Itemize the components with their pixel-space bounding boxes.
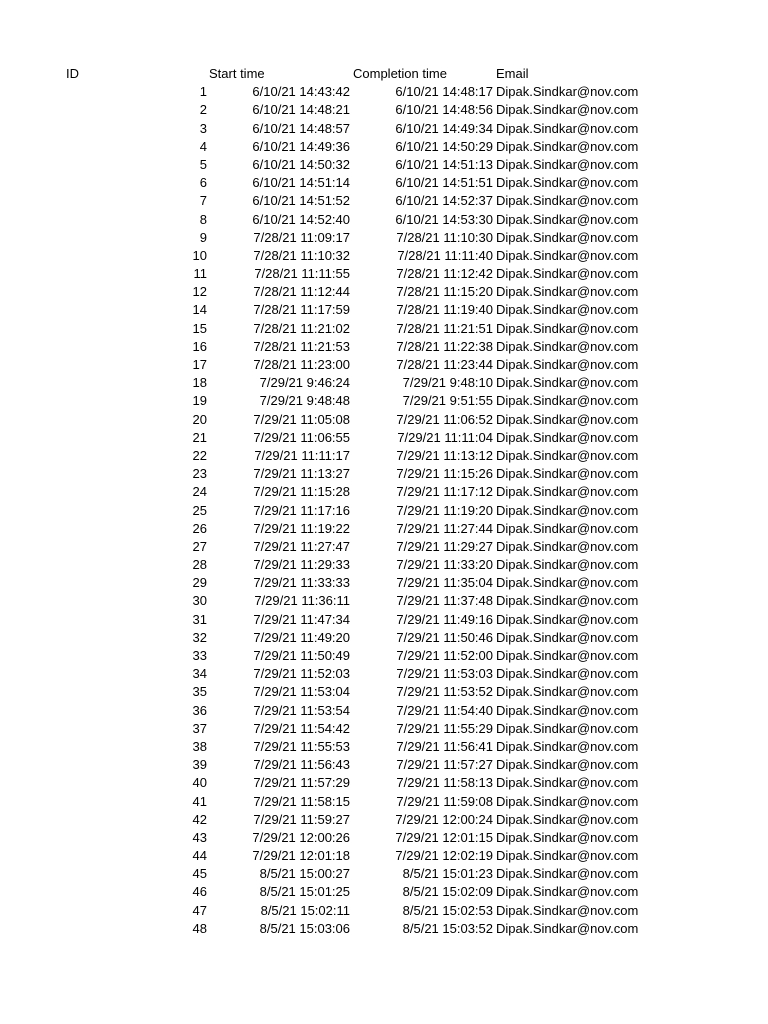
start-time-cell: 7/29/21 11:13:27 [253, 466, 350, 482]
table-row [0, 502, 768, 520]
start-time-cell: 7/28/21 11:21:53 [253, 338, 350, 354]
id-cell: 45 [192, 866, 207, 882]
table-row [0, 829, 768, 847]
completion-time-cell: 7/29/21 11:29:27 [396, 538, 493, 554]
completion-time-cell: 7/29/21 12:01:15 [395, 829, 493, 845]
start-time-cell: 6/10/21 14:48:57 [252, 120, 350, 136]
completion-time-cell: 7/29/21 11:57:27 [396, 757, 493, 773]
email-cell: Dipak.Sindkar@nov.com [496, 138, 639, 154]
completion-time-cell: 7/29/21 11:33:20 [396, 557, 493, 573]
email-cell: Dipak.Sindkar@nov.com [496, 884, 639, 900]
completion-time-cell: 7/28/21 11:12:42 [396, 266, 493, 282]
id-cell: 24 [192, 484, 207, 500]
table-row [0, 211, 768, 229]
completion-time-cell: 8/5/21 15:01:23 [402, 866, 493, 882]
table-row [0, 156, 768, 174]
id-cell: 20 [192, 411, 207, 427]
start-time-cell: 7/29/21 11:52:03 [253, 666, 350, 682]
start-time-cell: 8/5/21 15:00:27 [259, 866, 350, 882]
start-time-cell: 6/10/21 14:52:40 [252, 211, 350, 227]
table-row [0, 920, 768, 938]
email-cell: Dipak.Sindkar@nov.com [496, 175, 639, 191]
table-row [0, 465, 768, 483]
id-cell: 38 [192, 738, 207, 754]
table-row [0, 793, 768, 811]
start-time-cell: 8/5/21 15:01:25 [259, 884, 350, 900]
start-time-cell: 8/5/21 15:02:11 [260, 902, 350, 918]
table-row [0, 883, 768, 901]
id-cell: 33 [192, 648, 207, 663]
email-cell: Dipak.Sindkar@nov.com [496, 738, 639, 754]
table-row [0, 483, 768, 501]
id-cell: 32 [192, 629, 207, 645]
id-cell: 36 [192, 702, 207, 718]
start-time-cell: 7/29/21 11:59:27 [253, 811, 350, 827]
header-start-time: Start time [209, 66, 265, 81]
completion-time-cell: 7/29/21 11:50:46 [396, 629, 493, 645]
completion-time-cell: 7/29/21 11:59:08 [396, 793, 493, 809]
completion-time-cell: 7/29/21 11:15:26 [396, 466, 493, 482]
table-row [0, 338, 768, 356]
email-cell: Dipak.Sindkar@nov.com [496, 629, 639, 645]
table-row [0, 283, 768, 301]
start-time-cell: 7/29/21 12:01:18 [252, 848, 350, 864]
table-row [0, 247, 768, 265]
start-time-cell: 7/28/21 11:23:00 [253, 357, 350, 372]
id-cell: 1 [199, 84, 207, 100]
id-cell: 6 [199, 175, 207, 191]
email-cell: Dipak.Sindkar@nov.com [496, 266, 639, 282]
table-row [0, 320, 768, 338]
start-time-cell: 7/29/21 11:53:04 [253, 684, 350, 700]
id-cell: 40 [192, 775, 207, 791]
table-row [0, 865, 768, 883]
email-cell: Dipak.Sindkar@nov.com [496, 557, 639, 573]
email-cell: Dipak.Sindkar@nov.com [496, 920, 639, 936]
completion-time-cell: 7/28/21 11:23:44 [396, 357, 493, 372]
table-row [0, 720, 768, 738]
start-time-cell: 7/29/21 9:48:48 [259, 393, 350, 409]
start-time-cell: 7/29/21 11:55:53 [253, 738, 350, 754]
start-time-cell: 7/29/21 11:11:17 [254, 447, 350, 463]
completion-time-cell: 7/29/21 11:19:20 [396, 502, 493, 518]
table-row [0, 229, 768, 247]
email-cell: Dipak.Sindkar@nov.com [496, 902, 639, 918]
id-cell: 22 [192, 447, 207, 463]
email-cell: Dipak.Sindkar@nov.com [496, 811, 639, 827]
completion-time-cell: 8/5/21 15:02:53 [402, 902, 493, 918]
email-cell: Dipak.Sindkar@nov.com [496, 447, 639, 463]
id-cell: 35 [192, 684, 207, 700]
completion-time-cell: 7/29/21 11:06:52 [396, 411, 493, 427]
completion-time-cell: 7/29/21 11:37:48 [396, 593, 493, 609]
completion-time-cell: 7/29/21 11:49:16 [396, 611, 493, 627]
completion-time-cell: 7/29/21 12:00:24 [395, 811, 493, 827]
start-time-cell: 7/28/21 11:10:32 [253, 247, 350, 263]
start-time-cell: 7/29/21 11:15:28 [253, 484, 350, 500]
completion-time-cell: 8/5/21 15:03:52 [402, 920, 493, 936]
table-row [0, 120, 768, 138]
id-cell: 25 [192, 502, 207, 518]
completion-time-cell: 7/29/21 11:53:52 [396, 684, 493, 700]
completion-time-cell: 7/29/21 9:48:10 [402, 375, 493, 391]
completion-time-cell: 7/29/21 11:35:04 [396, 575, 493, 591]
id-cell: 47 [192, 902, 207, 918]
table-row [0, 101, 768, 119]
start-time-cell: 7/29/21 11:27:47 [253, 538, 350, 554]
email-cell: Dipak.Sindkar@nov.com [496, 793, 639, 809]
start-time-cell: 7/29/21 11:36:11 [254, 593, 350, 609]
email-cell: Dipak.Sindkar@nov.com [496, 866, 639, 882]
data-table [0, 65, 768, 938]
completion-time-cell: 7/28/21 11:21:51 [396, 320, 493, 336]
completion-time-cell: 7/29/21 9:51:55 [402, 393, 493, 409]
completion-time-cell: 6/10/21 14:50:29 [395, 138, 493, 154]
start-time-cell: 7/28/21 11:12:44 [253, 284, 350, 300]
table-row [0, 411, 768, 429]
completion-time-cell: 7/28/21 11:10:30 [396, 229, 493, 245]
completion-time-cell: 7/29/21 11:11:04 [397, 429, 493, 445]
completion-time-cell: 7/29/21 11:58:13 [396, 775, 493, 791]
start-time-cell: 7/29/21 11:54:42 [253, 720, 350, 736]
email-cell: Dipak.Sindkar@nov.com [496, 393, 639, 409]
start-time-cell: 6/10/21 14:48:21 [252, 102, 350, 118]
email-cell: Dipak.Sindkar@nov.com [496, 684, 639, 700]
start-time-cell: 6/10/21 14:51:52 [252, 193, 350, 209]
id-cell: 21 [192, 429, 207, 445]
table-row [0, 902, 768, 920]
completion-time-cell: 6/10/21 14:49:34 [395, 120, 493, 136]
id-cell: 30 [192, 593, 207, 609]
start-time-cell: 6/10/21 14:50:32 [252, 156, 350, 172]
email-cell: Dipak.Sindkar@nov.com [496, 502, 639, 518]
completion-time-cell: 6/10/21 14:48:56 [395, 102, 493, 118]
completion-time-cell: 7/29/21 11:55:29 [396, 720, 493, 736]
email-cell: Dipak.Sindkar@nov.com [496, 84, 639, 100]
header-email: Email [496, 66, 529, 81]
table-row [0, 538, 768, 556]
start-time-cell: 7/28/21 11:11:55 [254, 266, 350, 282]
table-row [0, 265, 768, 283]
completion-time-cell: 7/29/21 11:17:12 [396, 484, 493, 500]
completion-time-cell: 7/29/21 11:54:40 [396, 702, 493, 718]
email-cell: Dipak.Sindkar@nov.com [496, 593, 639, 609]
id-cell: 3 [199, 120, 207, 136]
id-cell: 11 [193, 266, 207, 282]
id-cell: 27 [192, 538, 207, 554]
completion-time-cell: 7/28/21 11:15:20 [396, 284, 493, 300]
id-cell: 37 [192, 720, 207, 736]
email-cell: Dipak.Sindkar@nov.com [496, 156, 639, 172]
table-row [0, 520, 768, 538]
start-time-cell: 7/29/21 11:58:15 [253, 793, 350, 809]
start-time-cell: 7/28/21 11:17:59 [253, 302, 350, 318]
start-time-cell: 7/29/21 11:57:29 [253, 775, 350, 791]
id-cell: 43 [192, 829, 207, 845]
id-cell: 46 [192, 884, 207, 900]
table-row [0, 738, 768, 756]
id-cell: 15 [192, 320, 207, 336]
id-cell: 19 [192, 393, 207, 409]
email-cell: Dipak.Sindkar@nov.com [496, 466, 639, 482]
table-row [0, 647, 768, 665]
table-row [0, 811, 768, 829]
id-cell: 16 [192, 338, 207, 354]
table-row [0, 683, 768, 701]
email-cell: Dipak.Sindkar@nov.com [496, 829, 639, 845]
email-cell: Dipak.Sindkar@nov.com [496, 666, 639, 682]
email-cell: Dipak.Sindkar@nov.com [496, 357, 639, 372]
id-cell: 4 [199, 138, 207, 154]
email-cell: Dipak.Sindkar@nov.com [496, 375, 639, 391]
table-row [0, 374, 768, 392]
start-time-cell: 7/29/21 11:49:20 [253, 629, 350, 645]
email-cell: Dipak.Sindkar@nov.com [496, 757, 639, 773]
email-cell: Dipak.Sindkar@nov.com [496, 247, 639, 263]
email-cell: Dipak.Sindkar@nov.com [496, 575, 639, 591]
email-cell: Dipak.Sindkar@nov.com [496, 538, 639, 554]
email-cell: Dipak.Sindkar@nov.com [496, 320, 639, 336]
completion-time-cell: 7/29/21 11:13:12 [396, 447, 493, 463]
completion-time-cell: 7/29/21 11:27:44 [396, 520, 493, 536]
email-cell: Dipak.Sindkar@nov.com [496, 338, 639, 354]
completion-time-cell: 6/10/21 14:48:17 [395, 84, 493, 100]
table-row [0, 356, 768, 374]
start-time-cell: 7/29/21 11:19:22 [253, 520, 350, 536]
completion-time-cell: 6/10/21 14:51:13 [395, 156, 493, 172]
start-time-cell: 6/10/21 14:43:42 [252, 84, 350, 100]
header-completion-time: Completion time [353, 66, 447, 81]
id-cell: 31 [192, 611, 207, 627]
id-cell: 23 [192, 466, 207, 482]
table-row [0, 756, 768, 774]
start-time-cell: 7/28/21 11:21:02 [253, 320, 350, 336]
start-time-cell: 7/29/21 12:00:26 [252, 829, 350, 845]
completion-time-cell: 6/10/21 14:51:51 [395, 175, 493, 191]
start-time-cell: 7/29/21 11:29:33 [253, 557, 350, 573]
table-row [0, 429, 768, 447]
email-cell: Dipak.Sindkar@nov.com [496, 411, 639, 427]
id-cell: 7 [199, 193, 207, 209]
completion-time-cell: 7/28/21 11:11:40 [397, 247, 493, 263]
email-cell: Dipak.Sindkar@nov.com [496, 648, 639, 663]
email-cell: Dipak.Sindkar@nov.com [496, 484, 639, 500]
email-cell: Dipak.Sindkar@nov.com [496, 429, 639, 445]
id-cell: 48 [192, 920, 207, 936]
id-cell: 12 [192, 284, 207, 300]
start-time-cell: 6/10/21 14:49:36 [252, 138, 350, 154]
email-cell: Dipak.Sindkar@nov.com [496, 848, 639, 864]
id-cell: 2 [199, 102, 207, 118]
start-time-cell: 7/29/21 11:50:49 [253, 648, 350, 663]
table-row [0, 574, 768, 592]
completion-time-cell: 6/10/21 14:52:37 [395, 193, 493, 209]
email-cell: Dipak.Sindkar@nov.com [496, 120, 639, 136]
email-cell: Dipak.Sindkar@nov.com [496, 193, 639, 209]
id-cell: 14 [192, 302, 207, 318]
id-cell: 34 [192, 666, 207, 682]
email-cell: Dipak.Sindkar@nov.com [496, 775, 639, 791]
header-id: ID [66, 66, 79, 81]
table-row [0, 392, 768, 410]
id-cell: 41 [192, 793, 207, 809]
completion-time-cell: 7/29/21 11:53:03 [396, 666, 493, 682]
id-cell: 8 [199, 211, 207, 227]
id-cell: 18 [192, 375, 207, 391]
table-row [0, 774, 768, 792]
completion-time-cell: 7/28/21 11:19:40 [396, 302, 493, 318]
email-cell: Dipak.Sindkar@nov.com [496, 229, 639, 245]
id-cell: 29 [192, 575, 207, 591]
start-time-cell: 7/29/21 11:17:16 [253, 502, 350, 518]
id-cell: 5 [199, 156, 207, 172]
email-cell: Dipak.Sindkar@nov.com [496, 102, 639, 118]
table-row [0, 629, 768, 647]
start-time-cell: 7/29/21 11:47:34 [253, 611, 350, 627]
table-row [0, 847, 768, 865]
id-cell: 39 [192, 757, 207, 773]
start-time-cell: 7/29/21 11:33:33 [253, 575, 350, 591]
email-cell: Dipak.Sindkar@nov.com [496, 520, 639, 536]
completion-time-cell: 7/29/21 11:52:00 [396, 648, 493, 663]
email-cell: Dipak.Sindkar@nov.com [496, 720, 639, 736]
email-cell: Dipak.Sindkar@nov.com [496, 211, 639, 227]
completion-time-cell: 7/28/21 11:22:38 [396, 338, 493, 354]
table-row [0, 83, 768, 101]
completion-time-cell: 7/29/21 11:56:41 [396, 738, 493, 754]
completion-time-cell: 8/5/21 15:02:09 [402, 884, 493, 900]
start-time-cell: 8/5/21 15:03:06 [259, 920, 350, 936]
table-row [0, 611, 768, 629]
start-time-cell: 7/29/21 11:06:55 [253, 429, 350, 445]
table-row [0, 447, 768, 465]
start-time-cell: 7/29/21 11:05:08 [253, 411, 350, 427]
table-body [0, 83, 768, 938]
start-time-cell: 7/29/21 11:53:54 [253, 702, 350, 718]
start-time-cell: 7/29/21 9:46:24 [259, 375, 350, 391]
id-cell: 9 [199, 229, 207, 245]
table-row [0, 301, 768, 319]
header-row [0, 65, 768, 83]
completion-time-cell: 7/29/21 12:02:19 [395, 848, 493, 864]
start-time-cell: 6/10/21 14:51:14 [252, 175, 350, 191]
email-cell: Dipak.Sindkar@nov.com [496, 302, 639, 318]
table-row [0, 592, 768, 610]
table-row [0, 702, 768, 720]
id-cell: 10 [192, 247, 207, 263]
id-cell: 42 [192, 811, 207, 827]
id-cell: 26 [192, 520, 207, 536]
table-row [0, 138, 768, 156]
start-time-cell: 7/28/21 11:09:17 [253, 229, 350, 245]
completion-time-cell: 6/10/21 14:53:30 [395, 211, 493, 227]
id-cell: 28 [192, 557, 207, 573]
start-time-cell: 7/29/21 11:56:43 [253, 757, 350, 773]
table-row [0, 556, 768, 574]
table-row [0, 665, 768, 683]
table-row [0, 174, 768, 192]
table-row [0, 192, 768, 210]
email-cell: Dipak.Sindkar@nov.com [496, 284, 639, 300]
id-cell: 44 [192, 848, 207, 864]
id-cell: 17 [192, 357, 207, 372]
email-cell: Dipak.Sindkar@nov.com [496, 611, 639, 627]
email-cell: Dipak.Sindkar@nov.com [496, 702, 639, 718]
